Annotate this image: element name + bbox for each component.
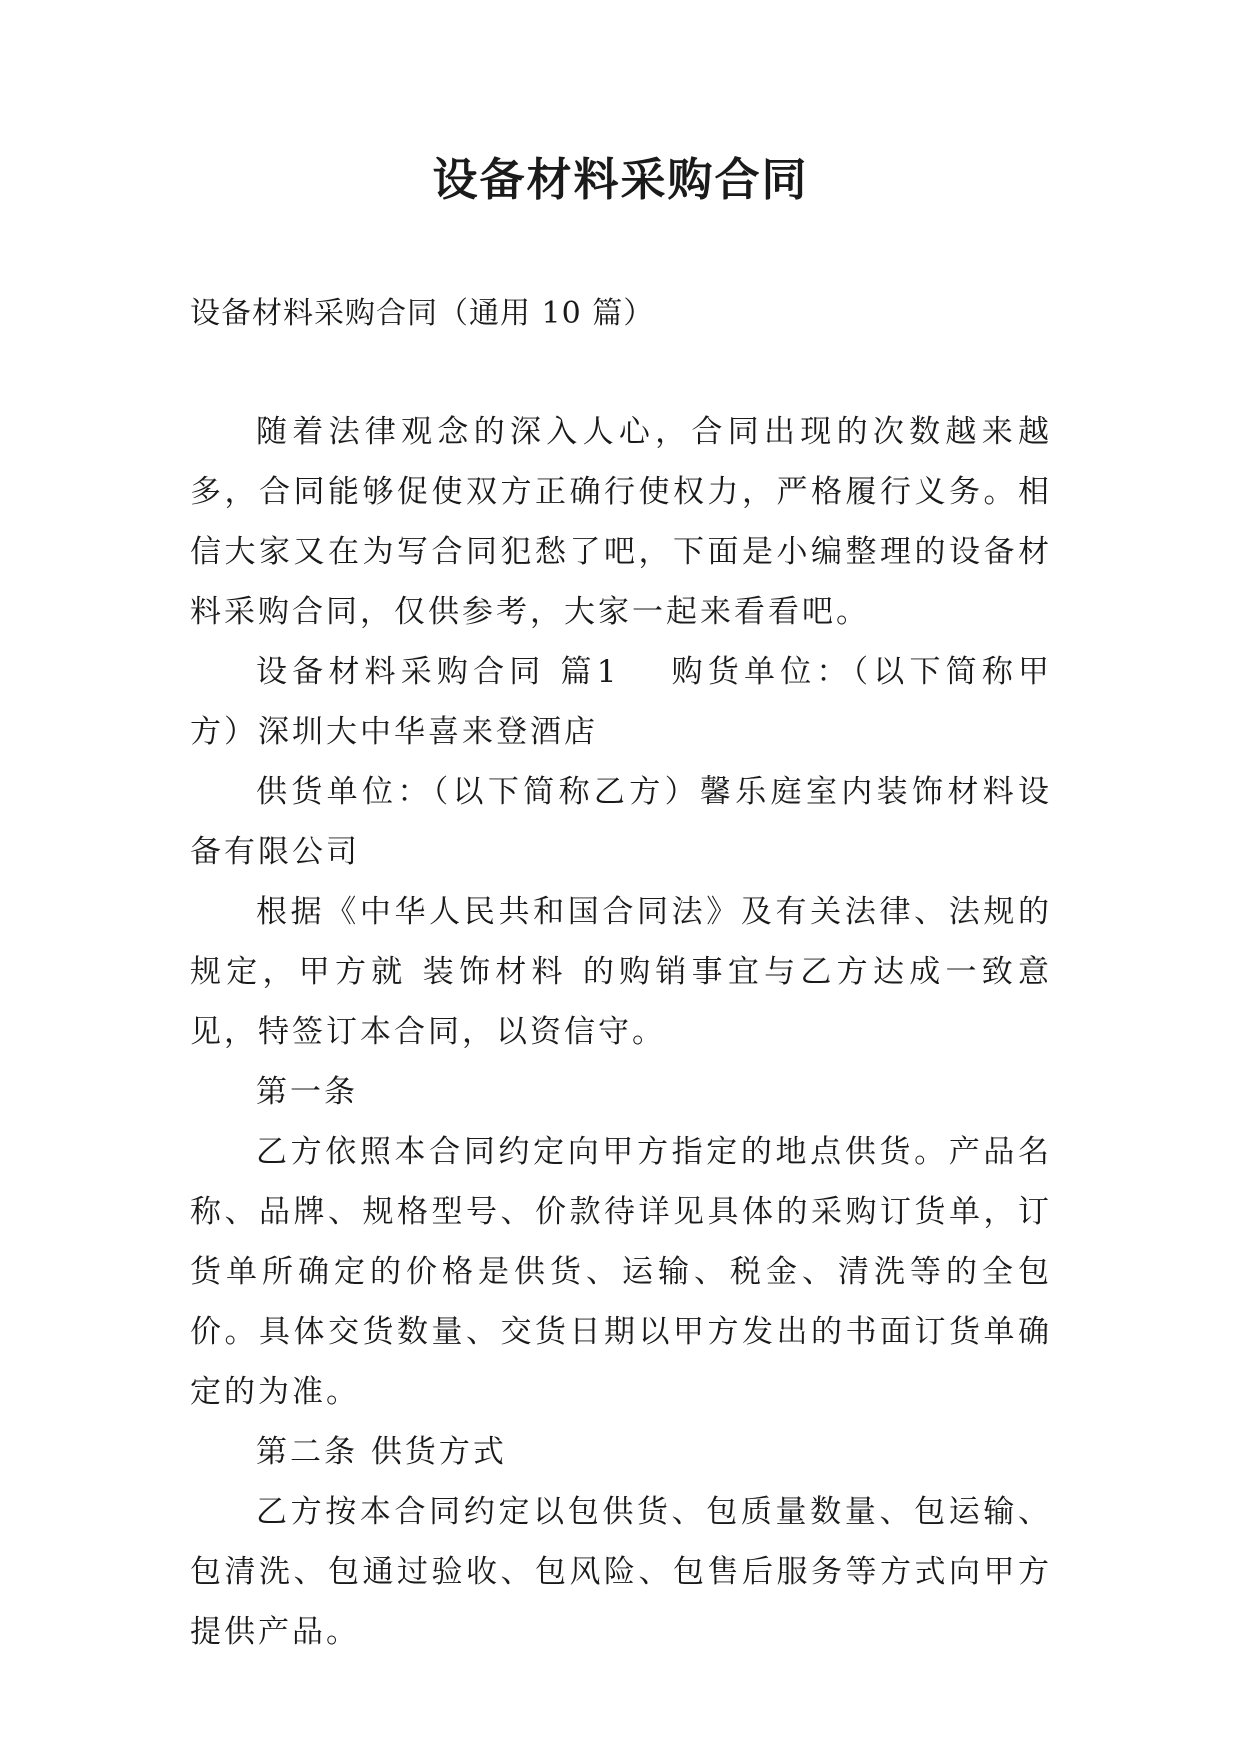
basis-paragraph: 根据《中华人民共和国合同法》及有关法律、法规的规定，甲方就 装饰材料 的购销事宜与乙方达成一致意见，特签订本合同，以资信守。 [190, 894, 1052, 1050]
article1-paragraph: 乙方依照本合同约定向甲方指定的地点供货。产品名称、品牌、规格型号、价款待详见具体的采购订货单，订货单所确定的价格是供货、运输、税金、清洗等的全包价。具体交货数量、交货日期以甲方发出的书面订货单确定的为准。 [190, 1134, 1052, 1410]
supplier-paragraph: 供货单位：（以下简称乙方）馨乐庭室内装饰材料设备有限公司 [190, 774, 1052, 870]
article1-title: 第一条 [256, 1074, 358, 1110]
section-heading: 设备材料采购合同 篇1 [256, 654, 620, 690]
article2-paragraph: 乙方按本合同约定以包供货、包质量数量、包运输、包清洗、包通过验收、包风险、包售后服务等方式向甲方提供产品。 [190, 1494, 1052, 1650]
article2-title: 第二条 供货方式 [256, 1434, 507, 1470]
document-body [190, 402, 1052, 1662]
section-heading-paragraph [190, 642, 1052, 762]
buyer-line: 购货单位：（以下简称甲方）深圳大中华喜来登酒店 [190, 654, 1053, 750]
document-subtitle: 设备材料采购合同（通用 10 篇） [190, 296, 655, 331]
intro-paragraph: 随着法律观念的深入人心，合同出现的次数越来越多，合同能够促使双方正确行使权力，严格履行义务。相信大家又在为写合同犯愁了吧，下面是小编整理的设备材料采购合同，仅供参考，大家一起来看看吧。 [190, 414, 1052, 630]
document-title: 设备材料采购合同 [432, 153, 809, 206]
